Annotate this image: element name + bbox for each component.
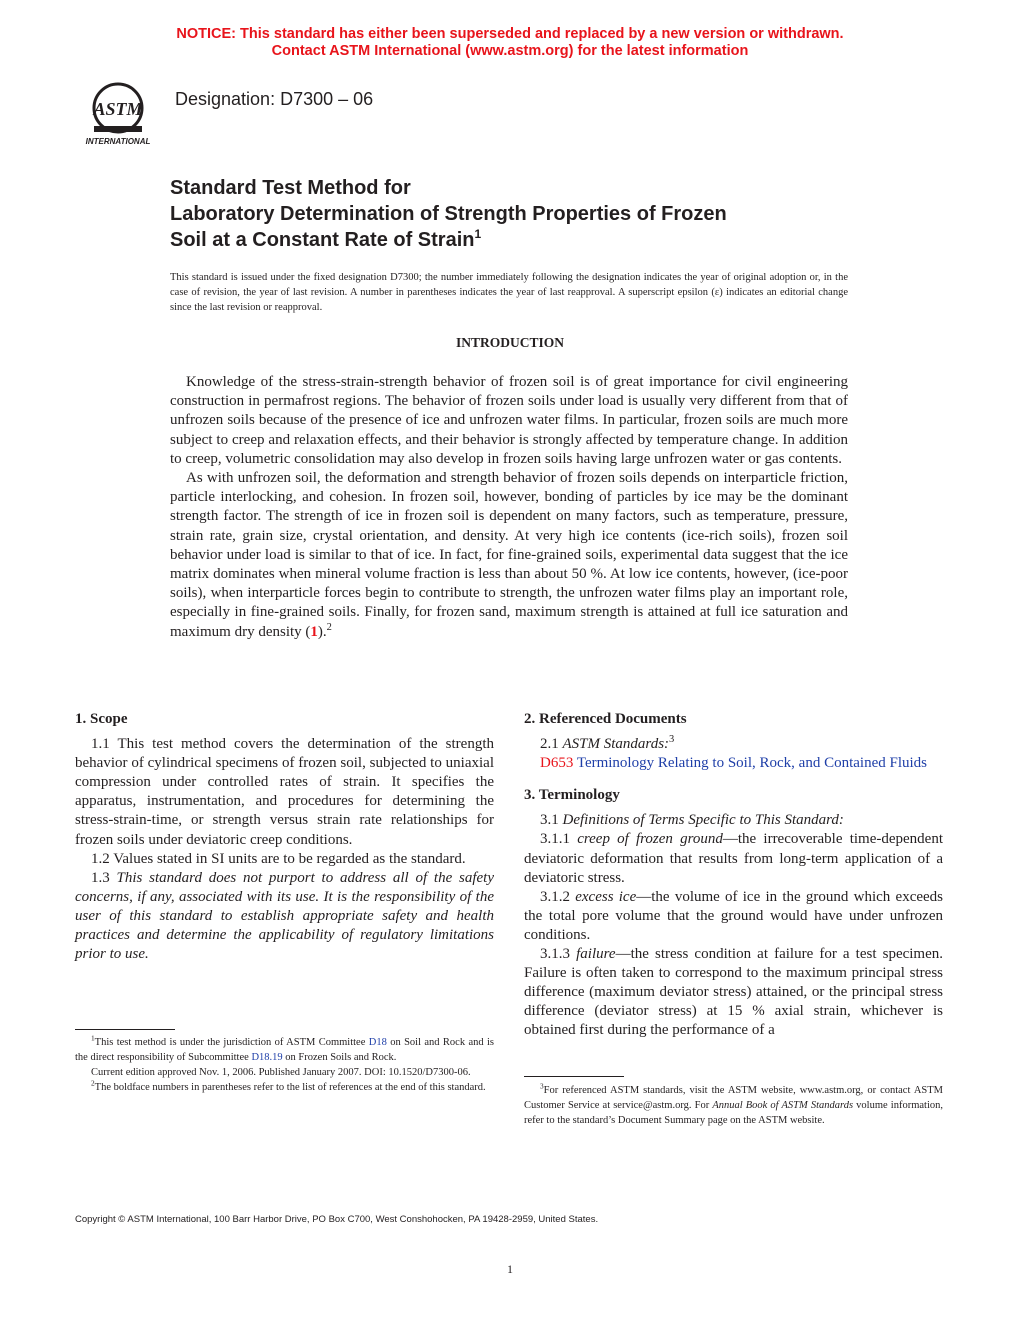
intro-paragraph-2: As with unfrozen soil, the deformation and strength behavior of frozen soils depends on interparticle friction, particle interlocking, and cohesion. In frozen soil, however, bonding of particles by ice may be the dominant strength factor. The strength of ice in frozen soil is dependent on many factors, such as temperature, pressure, strain rate, grain size, crystal orientation, and density. At very high ice contents (ice-rich soils), frozen soil behavior under load is similar to that of ice. In fact, for fine-grained soils, experimental data suggest that the ice matrix dominates when mineral volume fraction is less than about 50 %. At low ice contents, however, (ice-poor soils), when interparticle forces begin to contribute to strength, the unfrozen water films play an important role, especially in fine-grained soils. Finally, for frozen sand, maximum strength is attained at full ice saturation and maximum dry density (1).$^2$ (170, 470, 848, 640)
terminology-heading: 3. Terminology (524, 787, 620, 804)
right-column (524, 710, 943, 1041)
page-number: 1 (507, 1262, 513, 1276)
footnote-1: $^1$This test method is under the jurisdiction of ASTM Committee D18 on Soil and Rock and is the direct responsibility of Subcommittee D18.19 on Frozen Soils and Rock. (75, 1033, 494, 1063)
introduction-heading: INTRODUCTION (455, 335, 564, 350)
footnote-divider-left (75, 1029, 175, 1030)
copyright-line: Copyright © ASTM International, 100 Barr Harbor Drive, PO Box C700, West Conshohocken, PA 19428-2959, United States. (75, 1214, 599, 1225)
footnote-3: $^3$For referenced ASTM standards, visit the ASTM website, www.astm.org, or contact ASTM Customer Service at service@astm.org. For Annual Book of ASTM Standards volume information, refer to the standard’s Document Summary page on the ASTM website. (524, 1081, 943, 1126)
scope-1-1: 1.1 This test method covers the determination of the strength behavior of cylindrical specimens of frozen soil, subjected to uniaxial compression under controlled rates of strain. It specifies the apparatus, instrumentation, and procedures for determining the stress-strain-time, or strength versus strain rate relationships for frozen soils under deviatoric creep conditions. (75, 736, 494, 848)
intro-paragraph-1: Knowledge of the stress-strain-strength behavior of frozen soil is of great importance for civil engineering construction in permafrost regions. The behavior of frozen soils under load is usually very different from that of unfrozen soils because of the presence of ice and unfrozen water films. In particular, frozen soils are much more subject to creep and relaxation effects, and their behavior is strongly affected by temperature change. In addition to creep, volumetric consolidation may also develop in frozen soils having large unfrozen water or gas contents. (170, 374, 848, 467)
reference-link-1[interactable]: 1 (310, 623, 318, 640)
notice-line-1: NOTICE: This standard has either been superseded and replaced by a new version or withdrawn. (176, 26, 844, 42)
astm-logo-icon (76, 78, 160, 148)
footnote-divider-right (524, 1076, 624, 1077)
intro-footnote-mark[interactable]: 2 (326, 621, 332, 633)
logo-mark-text: ASTM (93, 99, 143, 119)
terminology-3-1-2: 3.1.2 excess ice—the volume of ice in the ground which exceeds the total pore volume that the ground would have under unfrozen conditions. (524, 888, 944, 943)
document-title (170, 175, 870, 253)
title-line-1: Standard Test Method for (170, 177, 411, 199)
scope-section (75, 710, 494, 964)
designation: Designation: D7300 – 06 (175, 89, 374, 109)
committee-d18-link[interactable]: D18 (368, 1037, 387, 1048)
subcommittee-d18-19-link[interactable]: D18.19 (251, 1052, 283, 1063)
issued-note: This standard is issued under the fixed designation D7300; the number immediately following the designation indicates the year of original adoption or, in the case of revision, the year of last revision. A number in parentheses indicates the year of last reapproval. A superscript epsilon (ε) indicates an editorial change since the last revision or reapproval. (170, 272, 848, 313)
title-line-3: Soil at a Constant Rate of Strain$^1$ (170, 227, 482, 251)
notice-line-2: Contact ASTM International (www.astm.org) for the latest information (271, 43, 749, 59)
notice-banner (0, 26, 1020, 60)
logo-international-text: INTERNATIONAL (85, 137, 151, 146)
terminology-3-1-3: 3.1.3 failure—the stress condition at failure for a test specimen. Failure is often taken to correspond to the maximum principal stress difference (maximum deviator stress) attained, or the principal stress difference (deviator stress) at 15 % axial strain, whichever is obtained first during the performance of a (524, 946, 943, 1039)
footnote-edition: Current edition approved Nov. 1, 2006. Published January 2007. DOI: 10.1520/D7300-06. (91, 1067, 471, 1078)
d653-reference[interactable] (524, 754, 943, 773)
d653-code-link[interactable]: D653 (540, 755, 574, 772)
d653-title-link[interactable]: Terminology Relating to Soil, Rock, and Contained Fluids (576, 755, 928, 772)
terminology-3-1-1: 3.1.1 creep of frozen ground—the irrecoverable time-dependent deviatoric deformation that results from long-term application of a deviatoric stress. (524, 831, 943, 886)
astm-logo (76, 78, 160, 148)
scope-1-2: 1.2 Values stated in SI units are to be regarded as the standard. (91, 850, 466, 867)
introduction-body (170, 373, 848, 642)
footnotes-left (75, 1035, 494, 1095)
scope-1-3: 1.3 This standard does not purport to address all of the safety concerns, if any, associated with its use. It is the responsibility of the user of this standard to establish appropriate safety and health practices and determine the applicability of regulatory limitations prior to use. (75, 869, 495, 963)
referenced-documents-heading: 2. Referenced Documents (524, 711, 687, 727)
footnote-2: $^2$The boldface numbers in parentheses refer to the list of references at the end of this standard. (91, 1078, 486, 1093)
scope-heading: 1. Scope (75, 711, 128, 727)
title-line-2: Laboratory Determination of Strength Properties of Frozen (170, 203, 727, 225)
terminology-3-1: 3.1 Definitions of Terms Specific to This Standard: (540, 812, 844, 829)
referenced-2-1: 2.1 ASTM Standards:$^3$ (540, 734, 675, 753)
title-footnote-mark[interactable]: 1 (474, 227, 482, 241)
